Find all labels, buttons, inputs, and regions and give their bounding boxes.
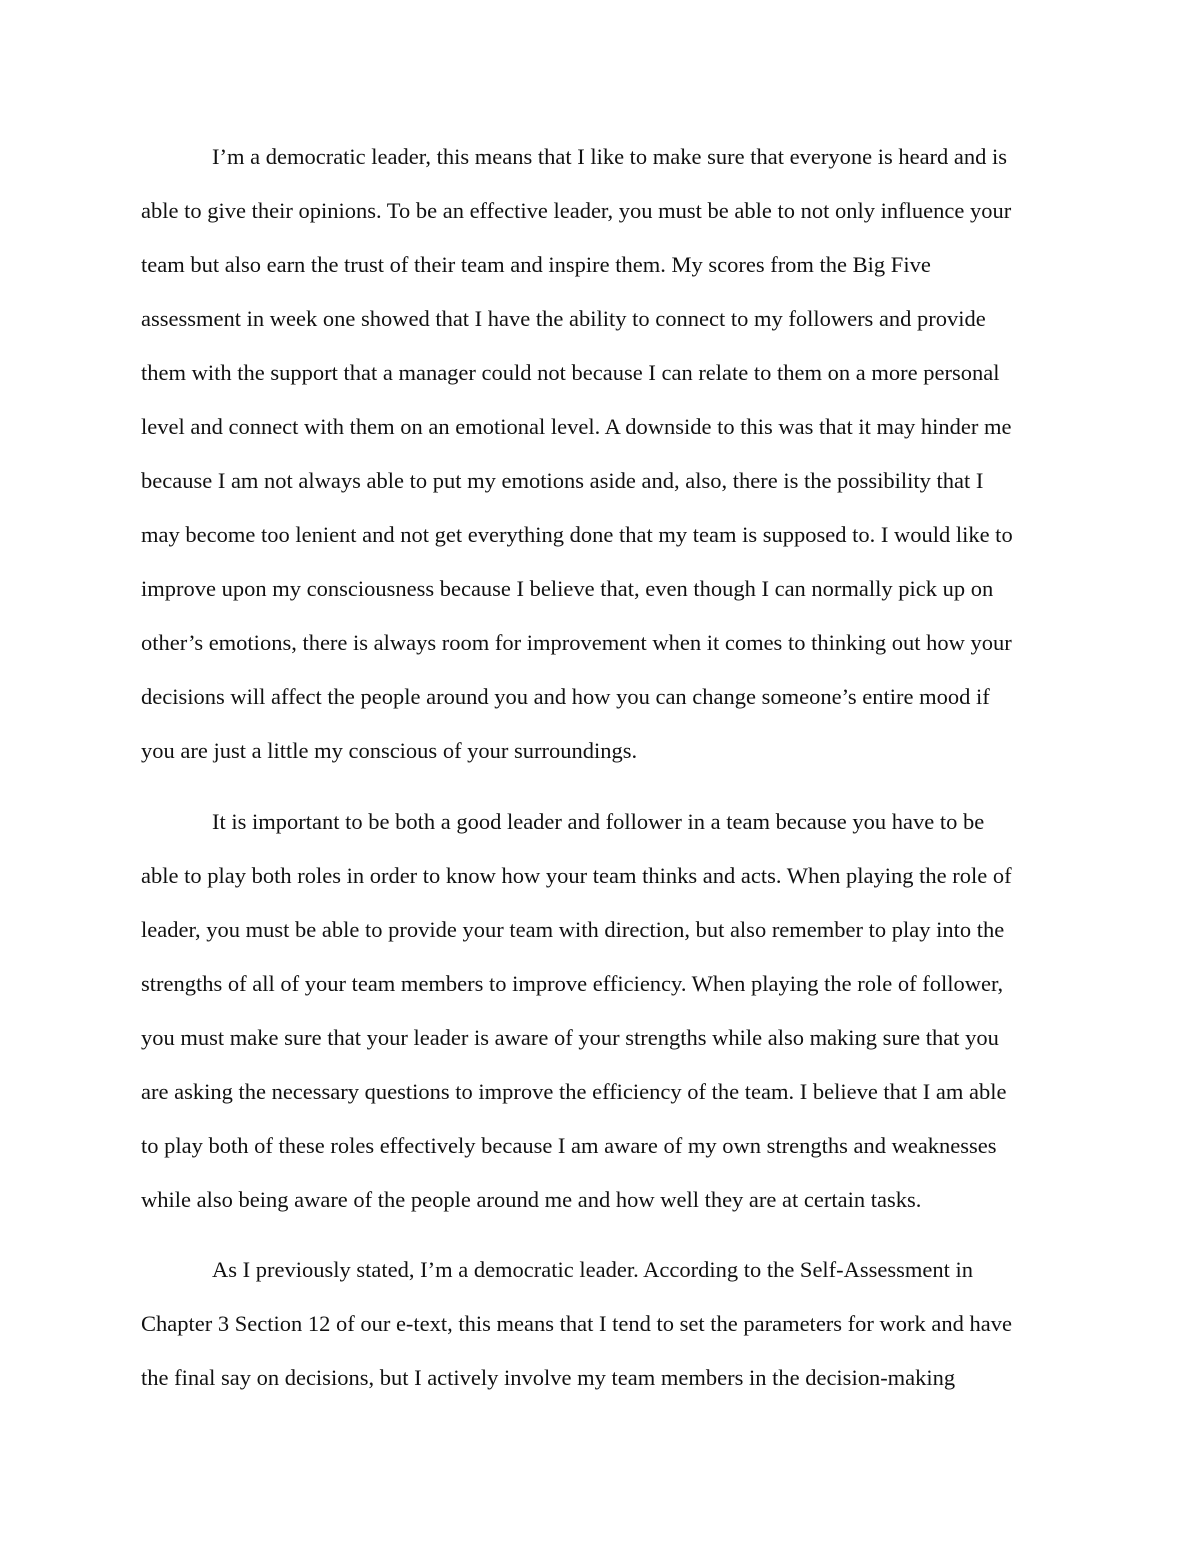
- text-line: improve upon my consciousness because I believe that, even though I can normally pick up on: [141, 576, 994, 601]
- text-line: It is important to be both a good leader and follower in a team because you have to be: [212, 809, 985, 834]
- text-line: may become too lenient and not get everything done that my team is supposed to. I would like to: [141, 522, 1013, 547]
- text-line: them with the support that a manager could not because I can relate to them on a more personal: [141, 360, 1000, 385]
- text-line: you must make sure that your leader is aware of your strengths while also making sure that you: [141, 1025, 999, 1050]
- text-line: because I am not always able to put my emotions aside and, also, there is the possibility that I: [141, 468, 984, 493]
- text-line: decisions will affect the people around you and how you can change someone’s entire mood if: [141, 684, 990, 709]
- text-line: assessment in week one showed that I have the ability to connect to my followers and provide: [141, 306, 986, 331]
- text-line: you are just a little my conscious of your surroundings.: [141, 738, 638, 763]
- text-line: while also being aware of the people around me and how well they are at certain tasks.: [141, 1187, 922, 1212]
- text-line: team but also earn the trust of their team and inspire them. My scores from the Big Five: [141, 252, 931, 277]
- text-line: I’m a democratic leader, this means that I like to make sure that everyone is heard and is: [212, 144, 1008, 169]
- text-line: able to give their opinions. To be an effective leader, you must be able to not only influence your: [141, 198, 1012, 223]
- text-line: As I previously stated, I’m a democratic leader. According to the Self-Assessment in: [212, 1257, 974, 1282]
- text-line: able to play both roles in order to know how your team thinks and acts. When playing the role of: [141, 863, 1012, 888]
- text-line: strengths of all of your team members to improve efficiency. When playing the role of follower,: [141, 971, 1004, 996]
- text-line: are asking the necessary questions to improve the efficiency of the team. I believe that I am able: [141, 1079, 1007, 1104]
- text-line: Chapter 3 Section 12 of our e-text, this means that I tend to set the parameters for work and have: [141, 1311, 1012, 1336]
- text-line: to play both of these roles effectively because I am aware of my own strengths and weaknesses: [141, 1133, 997, 1158]
- text-line: level and connect with them on an emotional level. A downside to this was that it may hinder me: [141, 414, 1012, 439]
- text-line: leader, you must be able to provide your team with direction, but also remember to play into the: [141, 917, 1005, 942]
- text-line: other’s emotions, there is always room for improvement when it comes to thinking out how your: [141, 630, 1012, 655]
- text-line: the final say on decisions, but I actively involve my team members in the decision-making: [141, 1365, 956, 1390]
